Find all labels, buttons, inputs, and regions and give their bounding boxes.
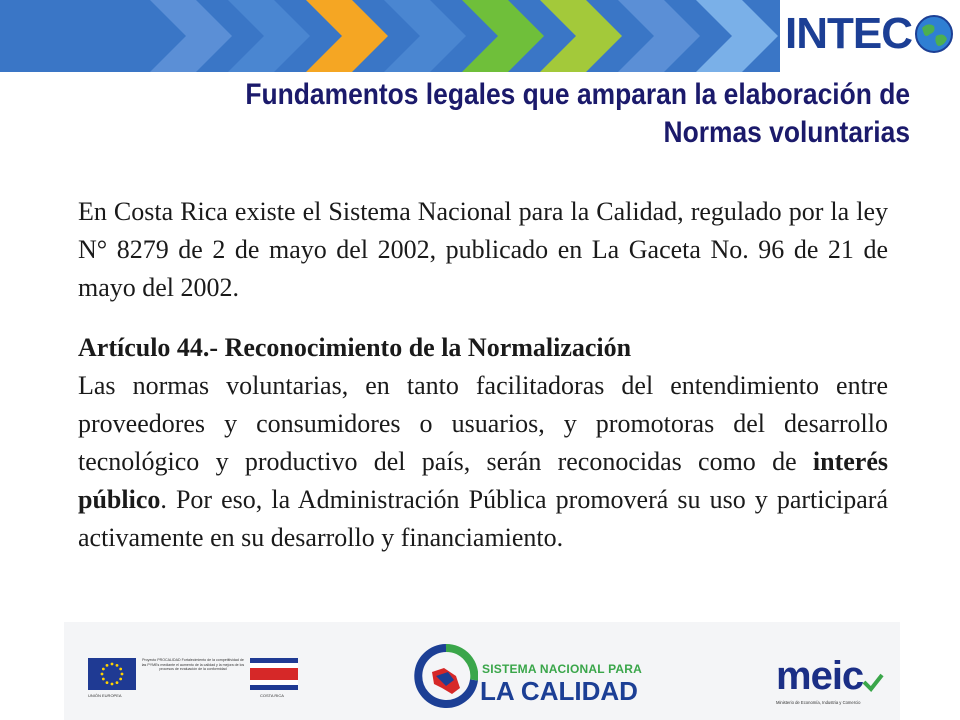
article-bold-phrase: interés público — [78, 447, 888, 514]
costa-rica-flag-icon — [250, 658, 298, 690]
eu-star — [106, 681, 109, 684]
inteco-logo-text: INTEC — [785, 9, 912, 58]
intro-paragraph: En Costa Rica existe el Sistema Nacional para la Calidad, regulado por la ley N° 8279 de 2 de mayo del 2002, publicado en La Gaceta No. 96 de 21 de mayo del 2002. — [78, 197, 888, 302]
eu-star — [106, 664, 109, 667]
article-heading: Artículo 44.- Reconocimiento de la Normalización — [78, 333, 632, 362]
costa-rica-label: COSTA RICA — [260, 693, 284, 698]
sncal-main-text: LA CALIDAD — [480, 676, 638, 706]
sncal-top-text: SISTEMA NACIONAL PARA — [482, 662, 642, 676]
globe-icon — [914, 14, 954, 54]
eu-star — [102, 668, 105, 671]
sistema-nacional-calidad-logo — [414, 642, 642, 718]
slide-title: Fundamentos legales que amparan la elaboración de Normas voluntarias — [245, 78, 911, 149]
inteco-logo — [785, 8, 955, 60]
procalidad-text: Proyecto PROCALIDAD Fortalecimiento de la competitividad de las PYMEs mediante el aumento de la calidad y la mejora de los procesos de evaluación de la conformidad — [141, 658, 245, 672]
eu-star — [116, 681, 119, 684]
eu-label: UNIÓN EUROPEA — [88, 693, 122, 698]
procalidad-block — [88, 658, 288, 714]
eu-star — [116, 664, 119, 667]
meic-subtitle: Ministerio de Economía, Industria y Comercio — [776, 700, 861, 705]
eu-star — [101, 673, 104, 676]
slide-body — [78, 193, 888, 557]
article-text-part1: Las normas voluntarias, en tanto facilitadoras del entendimiento entre proveedores y consumidores o usuarios, y promotoras del desarrollo tecnológico y productivo del país, serán reconocidas como de — [78, 371, 888, 476]
article-text-part2: . Por eso, la Administración Pública promoverá su uso y participará activamente en su desarrollo y financiamiento. — [78, 485, 888, 552]
footer-logos — [64, 622, 900, 720]
eu-star — [111, 663, 114, 666]
eu-star — [111, 683, 114, 686]
eu-star — [119, 678, 122, 681]
eu-star — [121, 673, 124, 676]
checkmark-icon — [862, 672, 884, 692]
meic-logo — [776, 654, 886, 718]
eu-flag-icon — [88, 658, 136, 690]
article-paragraph — [78, 367, 888, 557]
eu-star — [102, 678, 105, 681]
eu-star — [119, 668, 122, 671]
costa-rica-map-icon — [414, 642, 478, 718]
meic-wordmark: meic — [776, 654, 864, 698]
